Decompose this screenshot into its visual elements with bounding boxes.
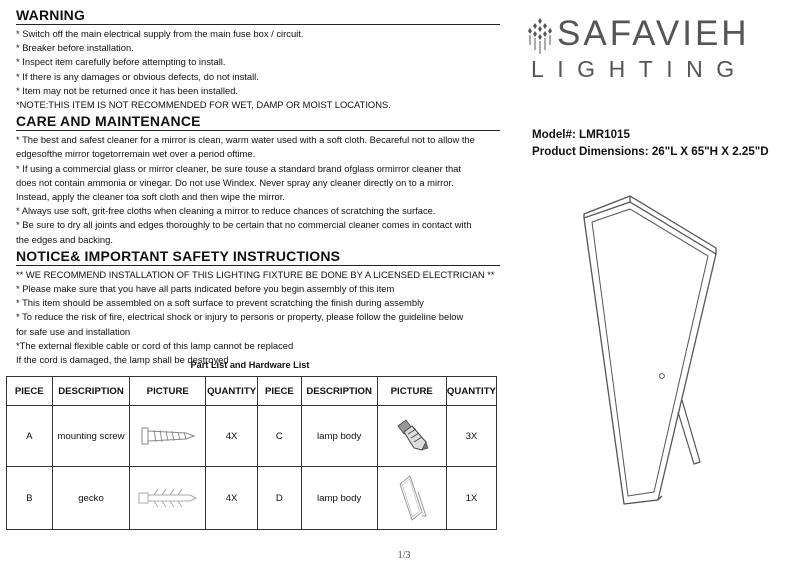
care-line: * If using a commercial glass or mirror cleaner, be sure touse a standard brand ofglass ormirror cleaner that [16, 162, 461, 174]
chandelier-logo-icon [527, 16, 553, 56]
column-header: PICTURE [130, 377, 206, 406]
care-line: edgesofthe mirror togetorremain wet over a period oftime. [16, 148, 256, 160]
notice-line: *The external flexible cable or cord of this lamp cannot be replaced [16, 339, 294, 351]
picture-cell [130, 467, 206, 530]
switch-dot [660, 374, 665, 379]
warning-line: * Inspect item carefully before attempting to install. [16, 56, 226, 68]
column-header: QUANTITY [446, 377, 496, 406]
column-header: QUANTITY [206, 377, 258, 406]
care-title: CARE AND MAINTENANCE [16, 113, 201, 130]
table-header-row [7, 377, 497, 406]
quantity-cell: 4X [206, 467, 258, 530]
quantity-cell: 1X [446, 467, 496, 530]
brand-subtitle: LIGHTING [531, 56, 748, 82]
column-header: PIECE [7, 377, 53, 406]
piece-cell: D [258, 467, 302, 530]
notice-line: * This item should be assembled on a soft surface to prevent scratching the finish during assembly [16, 297, 424, 309]
notice-line: * Please make sure that you have all parts indicated before you begin assembly of this item [16, 283, 395, 295]
brand-name: SAFAVIEH [557, 14, 750, 53]
product-info [532, 126, 769, 160]
picture-cell [377, 467, 446, 530]
brand-logo [527, 14, 767, 84]
notice-title: NOTICE& IMPORTANT SAFETY INSTRUCTIONS [16, 247, 341, 264]
care-line: * Be sure to dry all joints and edges thoroughly to be certain that no commercial cleaner comes in contact with [16, 219, 472, 231]
page-number: 1/3 [397, 550, 411, 561]
warning-section [16, 6, 500, 112]
standing-mirror-icon [394, 472, 430, 524]
connector-icon [392, 416, 432, 456]
care-line: * Always use soft, grit-free cloths when cleaning a mirror to reduce chances of scratching the surface. [16, 205, 436, 217]
product-dimensions: Product Dimensions: 26"L X 65"H X 2.25"D [532, 145, 769, 158]
description-cell: mounting screw [52, 406, 130, 467]
table-row [7, 467, 497, 530]
care-section [16, 112, 500, 247]
divider [16, 24, 500, 25]
divider [16, 130, 500, 131]
piece-cell: C [258, 406, 302, 467]
warning-line: * Switch off the main electrical supply from the main fuse box / circuit. [16, 28, 304, 39]
care-line: Instead, apply the cleaner toa soft cloth and then wipe the mirror. [16, 191, 285, 203]
column-header: PIECE [258, 377, 302, 406]
picture-cell [130, 406, 206, 467]
piece-cell: B [7, 467, 53, 530]
picture-cell [377, 406, 446, 467]
warning-line: * Breaker before installation. [16, 42, 134, 54]
notice-line: If the cord is damaged, the lamp shall be destroyed [16, 354, 229, 366]
table-title: Part List and Hardware List [190, 360, 310, 370]
description-cell: lamp body [301, 406, 377, 467]
warning-line: *NOTE:THIS ITEM IS NOT RECOMMENDED FOR WET, DAMP OR MOIST LOCATIONS. [16, 99, 391, 111]
notice-line: ** WE RECOMMEND INSTALLATION OF THIS LIGHTING FIXTURE BE DONE BY A LICENSED ELECTRICIAN ** [16, 268, 495, 280]
screw-icon [138, 422, 198, 450]
description-cell: lamp body [301, 467, 377, 530]
parts-table [6, 376, 497, 530]
floor-mirror-illustration [578, 190, 718, 530]
care-line: the edges and backing. [16, 233, 113, 245]
care-line: does not contain ammonia or vinegar. Do not use Windex. Never spray any cleaner directly on to a mirror. [16, 176, 454, 188]
model-number: Model#: LMR1015 [532, 128, 630, 141]
divider [16, 265, 500, 266]
notice-line: for safe use and installation [16, 325, 131, 337]
column-header: PICTURE [377, 377, 446, 406]
wall-anchor-icon [136, 485, 200, 511]
quantity-cell: 4X [206, 406, 258, 467]
table-row [7, 406, 497, 467]
piece-cell: A [7, 406, 53, 467]
description-cell: gecko [52, 467, 130, 530]
column-header: DESCRIPTION [52, 377, 130, 406]
notice-line: * To reduce the risk of fire, electrical shock or injury to persons or property, please follow the guideline below [16, 311, 464, 323]
instructions-column [16, 6, 500, 367]
warning-line: * If there is any damages or obvious defects, do not install. [16, 70, 259, 82]
notice-section [16, 247, 500, 367]
column-header: DESCRIPTION [301, 377, 377, 406]
warning-line: * Item may not be returned once it has been installed. [16, 84, 239, 96]
care-line: * The best and safest cleaner for a mirror is clean, warm water used with a soft cloth. Becareful not to allow the [16, 134, 475, 146]
quantity-cell: 3X [446, 406, 496, 467]
warning-title: WARNING [16, 7, 86, 23]
